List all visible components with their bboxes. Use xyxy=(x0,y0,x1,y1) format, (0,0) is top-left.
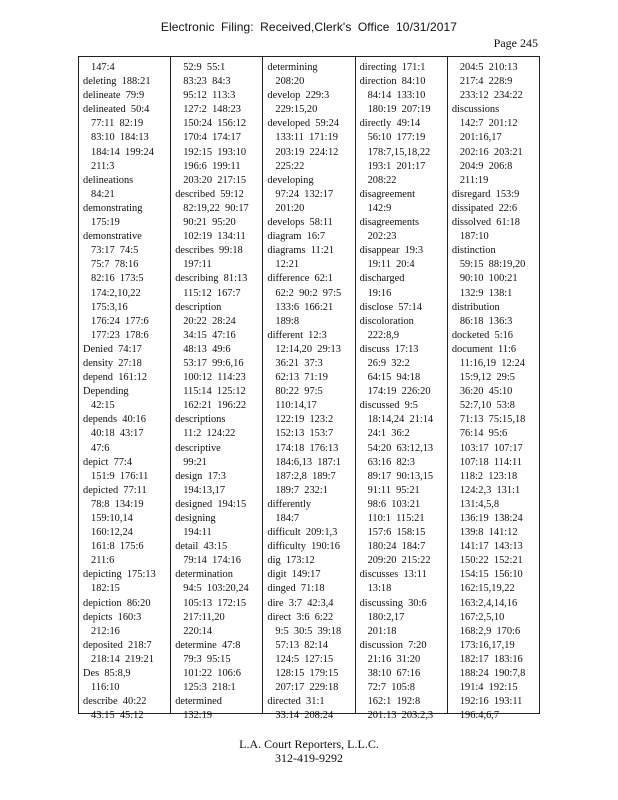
index-page-references: 76:14 95:6 xyxy=(459,428,508,440)
index-page-references: 167:2,5,10 xyxy=(459,611,505,623)
index-page-references: 118:2 123:18 xyxy=(459,470,518,482)
index-entry: Depending xyxy=(83,386,129,398)
index-page-references: 91:11 95:21 xyxy=(367,484,420,496)
index-page-references: 86:18 136:3 xyxy=(459,315,513,327)
index-page-references: 178:7,15,18,22 xyxy=(367,146,431,158)
index-entry: difference 62:1 xyxy=(267,273,333,285)
index-page-references: 157:6 158:15 xyxy=(367,527,426,539)
index-page-references: 177:23 178:6 xyxy=(91,329,149,341)
index-page-references: 180:19 207:19 xyxy=(367,104,431,116)
index-page-references: 211:19 xyxy=(459,174,489,186)
index-page-references: 175:19 xyxy=(91,217,120,229)
index-page-references: 72:7 105:8 xyxy=(367,682,415,694)
index-entry: diagrams 11:21 xyxy=(267,245,334,257)
index-entry: delineations xyxy=(83,174,134,186)
index-entry: density 27:18 xyxy=(83,357,142,369)
index-page-references: 233:12 234:22 xyxy=(459,90,523,102)
index-page-references: 42:15 xyxy=(91,400,115,412)
index-page-references: 194:11 xyxy=(183,527,212,539)
index-page-references: 180:24 184:7 xyxy=(367,541,426,553)
page-number: Page 245 xyxy=(493,36,538,50)
index-entry: discussed 9:5 xyxy=(359,400,418,412)
index-page-references: 184:6,13 187:1 xyxy=(275,456,341,468)
index-page-references: 222:8,9 xyxy=(367,329,400,341)
index-entry: develop 229:3 xyxy=(267,90,330,102)
index-page-references: 194:13,17 xyxy=(183,484,226,496)
index-page-references: 34:15 47:16 xyxy=(183,329,236,341)
index-entry: differently xyxy=(267,498,312,510)
index-entry: delineated 50:4 xyxy=(83,104,150,116)
index-page-references: 163:2,4,14,16 xyxy=(459,597,518,609)
index-page-references: 208:20 xyxy=(275,76,305,88)
index-entry: developed 59:24 xyxy=(267,118,339,130)
index-page-references: 125:3 218:1 xyxy=(183,682,236,694)
index-page-references: 13:18 xyxy=(367,583,392,595)
index-page-references: 73:17 74:5 xyxy=(91,245,139,257)
index-entry: developing xyxy=(267,174,314,186)
index-page-references: 64:15 94:18 xyxy=(367,372,421,384)
index-page-references: 20:22 28:24 xyxy=(183,315,236,327)
index-page-references: 182:15 xyxy=(91,583,120,595)
index-page-references: 83:10 184:13 xyxy=(91,132,149,144)
index-page-references: 116:10 xyxy=(91,682,120,694)
index-entry: detail 43:15 xyxy=(175,541,228,553)
index-page-references: 48:13 49:6 xyxy=(183,343,231,355)
index-page-references: 176:24 177:6 xyxy=(91,315,149,327)
index-entry: deleting 188:21 xyxy=(83,76,151,88)
index-page-references: 182:17 183:16 xyxy=(459,653,523,665)
index-page-references: 133:6 166:21 xyxy=(275,301,334,313)
index-page-references: 89:17 90:13,15 xyxy=(367,470,434,482)
index-page-references: 9:5 30:5 39:18 xyxy=(275,625,342,637)
index-page-references: 71:13 75:15,18 xyxy=(459,414,526,426)
index-page-references: 204:9 206:8 xyxy=(459,160,513,172)
index-page-references: 201:18 xyxy=(367,625,397,637)
index-entry: docketed 5:16 xyxy=(451,329,513,341)
index-column-3 xyxy=(263,57,355,722)
index-page-references: 192:15 193:10 xyxy=(183,146,247,158)
index-page-references: 150:24 156:12 xyxy=(183,118,247,130)
index-page-references: 47:6 xyxy=(91,442,110,454)
index-entry: disagreements xyxy=(359,217,420,229)
index-page-references: 196:6 199:11 xyxy=(183,160,241,172)
index-page-references: 80:22 97:5 xyxy=(275,386,323,398)
index-entry: different 12:3 xyxy=(267,329,327,341)
index-page-references: 208:22 xyxy=(367,174,397,186)
index-page-references: 218:14 219:21 xyxy=(91,653,154,665)
index-page-references: 188:24 190:7,8 xyxy=(459,668,526,680)
index-page-references: 147:4 xyxy=(91,62,115,73)
index-page-references: 21:16 31:20 xyxy=(367,653,421,665)
index-page-references: 141:17 143:13 xyxy=(459,541,523,553)
index-page-references: 132:9 138:1 xyxy=(459,287,513,299)
index-page-references: 90:21 95:20 xyxy=(183,217,236,229)
index-page-references: 209:20 215:22 xyxy=(367,555,431,567)
index-page-references: 187:2,8 189:7 xyxy=(275,470,336,482)
index-page-references: 151:9 176:11 xyxy=(91,470,149,482)
index-page-references: 102:19 134:11 xyxy=(183,231,246,243)
index-page-references: 122:19 123:2 xyxy=(275,414,334,426)
index-page-references: 207:17 229:18 xyxy=(275,682,339,694)
index-entry: Denied 74:17 xyxy=(83,343,142,355)
index-page-references: 52:7,10 53:8 xyxy=(459,400,515,412)
index-page-references: 211:6 xyxy=(91,555,115,567)
index-page-references: 162:21 196:22 xyxy=(183,400,247,412)
index-entry: disagreement xyxy=(359,188,416,200)
index-page-references: 197:11 xyxy=(183,259,212,271)
index-page-references: 62:13 71:19 xyxy=(275,372,328,384)
index-entry: depend 161:12 xyxy=(83,372,148,384)
index-page-references: 103:17 107:17 xyxy=(459,442,523,454)
index-page-references: 52:9 55:1 xyxy=(183,62,226,73)
index-entry: dire 3:7 42:3,4 xyxy=(267,597,334,609)
index-entry: dissolved 61:18 xyxy=(451,217,520,229)
index-column-1 xyxy=(79,57,171,722)
index-entry: dinged 71:18 xyxy=(267,583,325,595)
index-entry: delineate 79:9 xyxy=(83,90,145,102)
index-page-references: 77:11 82:19 xyxy=(91,118,144,130)
index-entry: difficulty 190:16 xyxy=(267,541,340,553)
index-page-references: 128:15 179:15 xyxy=(275,668,339,680)
index-entry: distribution xyxy=(451,301,500,313)
index-entry: describing 81:13 xyxy=(175,273,248,285)
index-entry: descriptive xyxy=(175,442,221,454)
index-page-references: 184:14 199:24 xyxy=(91,146,154,158)
index-page-references: 18:14,24 21:14 xyxy=(367,414,434,426)
index-entry: directing 171:1 xyxy=(359,62,426,73)
index-entry: description xyxy=(175,301,222,313)
index-page-references: 202:16 203:21 xyxy=(459,146,523,158)
index-entry: disregard 153:9 xyxy=(451,188,520,200)
index-page-references: 201:13 203:2,3 xyxy=(367,710,434,722)
index-entry: dig 173:12 xyxy=(267,555,315,567)
index-page-references: 142:7 201:12 xyxy=(459,118,518,130)
index-page-references: 105:13 172:15 xyxy=(183,597,247,609)
index-page-references: 94:5 103:20,24 xyxy=(183,583,249,595)
index-entry: descriptions xyxy=(175,414,226,426)
index-page-references: 95:12 113:3 xyxy=(183,90,236,102)
index-page-references: 203:19 224:12 xyxy=(275,146,339,158)
index-entry: direct 3:6 6:22 xyxy=(267,611,334,623)
index-page-references: 203:20 217:15 xyxy=(183,174,247,186)
index-page-references: 36:21 37:3 xyxy=(275,357,323,369)
index-page-references: 107:18 114:11 xyxy=(459,456,522,468)
index-entry: diagram 16:7 xyxy=(267,231,326,243)
index-entry: described 59:12 xyxy=(175,188,244,200)
index-page-references: 40:18 43:17 xyxy=(91,428,144,440)
index-page-references: 19:16 xyxy=(367,287,392,299)
index-entry: discharged xyxy=(359,273,405,285)
court-reporter-phone: 312-419-9292 xyxy=(275,751,343,765)
index-entry: discusses 13:11 xyxy=(359,569,427,581)
index-page-references: 139:8 141:12 xyxy=(459,527,518,539)
index-page-references: 53:17 99:6,16 xyxy=(183,357,244,369)
index-entry: demonstrative xyxy=(83,231,142,243)
index-page-references: 54:20 63:12,13 xyxy=(367,442,434,454)
index-page-references: 201:16,17 xyxy=(459,132,502,144)
index-page-references: 170:4 174:17 xyxy=(183,132,241,144)
index-column-2 xyxy=(171,57,263,722)
index-page-references: 79:3 95:15 xyxy=(183,653,231,665)
index-page-references: 150:22 152:21 xyxy=(459,555,523,567)
index-column-4 xyxy=(356,57,448,722)
index-page-references: 132:19 xyxy=(183,710,213,722)
index-entry: disappear 19:3 xyxy=(359,245,424,257)
index-page-references: 124:2,3 131:1 xyxy=(459,484,521,496)
index-page-references: 229:15,20 xyxy=(275,104,318,116)
index-page-references: 82:16 173:5 xyxy=(91,273,144,285)
index-page-references: 82:19,22 90:17 xyxy=(183,202,249,214)
index-entry: document 11:6 xyxy=(451,343,517,355)
index-entry: discoloration xyxy=(359,315,414,327)
index-page-references: 11:16,19 12:24 xyxy=(459,357,525,369)
index-page-references: 204:5 210:13 xyxy=(459,62,518,73)
index-entry: directed 31:1 xyxy=(267,696,325,708)
index-page-references: 115:12 167:7 xyxy=(183,287,241,299)
index-page-references: 33:14 208:24 xyxy=(275,710,334,722)
index-page-references: 101:22 106:6 xyxy=(183,668,241,680)
index-page-references: 83:23 84:3 xyxy=(183,76,231,88)
index-page-references: 225:22 xyxy=(275,160,305,172)
court-reporter-name: L.A. Court Reporters, L.L.C. xyxy=(239,737,379,751)
index-entry: discussing 30:6 xyxy=(359,597,427,609)
index-entry: determination xyxy=(175,569,233,581)
index-page-references: 26:9 32:2 xyxy=(367,357,410,369)
index-entry: describes 99:18 xyxy=(175,245,243,257)
index-page-references: 174:18 176:13 xyxy=(275,442,339,454)
index-page-references: 154:15 156:10 xyxy=(459,569,523,581)
index-page-references: 84:14 133:10 xyxy=(367,90,426,102)
index-page-references: 220:14 xyxy=(183,625,213,637)
index-page-references: 187:10 xyxy=(459,231,489,243)
index-page-references: 12:21 xyxy=(275,259,300,271)
index-entry: discussions xyxy=(451,104,500,116)
index-page-references: 12:14,20 29:13 xyxy=(275,343,341,355)
index-page-references: 15:9,12 29:5 xyxy=(459,372,515,384)
index-entry: distinction xyxy=(451,245,496,257)
index-page-references: 110:1 115:21 xyxy=(367,513,425,524)
index-page-references: 84:21 xyxy=(91,188,115,200)
index-entry: disclose 57:14 xyxy=(359,301,422,313)
index-page-references: 189:7 232:1 xyxy=(275,484,328,496)
index-entry: depiction 86:20 xyxy=(83,597,151,609)
index-page-references: 97:24 132:17 xyxy=(275,188,334,200)
index-page-references: 115:14 125:12 xyxy=(183,386,246,398)
index-entry: discuss 17:13 xyxy=(359,343,419,355)
index-page-references: 63:16 82:3 xyxy=(367,456,415,468)
index-page-references: 59:15 88:19,20 xyxy=(459,259,526,271)
filing-stamp-header: Electronic Filing: Received,Clerk's Office 10/31/2017 xyxy=(160,20,458,34)
index-page-references: 133:11 171:19 xyxy=(275,132,338,144)
index-entry: depicting 175:13 xyxy=(83,569,156,581)
index-page-references: 217:11,20 xyxy=(183,611,225,623)
index-entry: Des 85:8,9 xyxy=(83,668,131,680)
index-entry: designing xyxy=(175,513,216,524)
index-page-references: 98:6 103:21 xyxy=(367,498,421,510)
index-entry: designed 194:15 xyxy=(175,498,247,510)
index-page-references: 180:2,17 xyxy=(367,611,405,623)
index-page-references: 159:10,14 xyxy=(91,513,133,524)
index-page-references: 110:14,17 xyxy=(275,400,317,412)
index-page-references: 36:20 45:10 xyxy=(459,386,513,398)
index-entry: determined xyxy=(175,696,222,708)
index-page-references: 174:19 226:20 xyxy=(367,386,431,398)
index-page-references: 62:2 90:2 97:5 xyxy=(275,287,342,299)
index-page-references: 212:16 xyxy=(91,625,120,637)
index-entry: deposited 218:7 xyxy=(83,639,152,651)
index-entry: describe 40:22 xyxy=(83,696,147,708)
index-page-references: 56:10 177:19 xyxy=(367,132,426,144)
index-page-references: 162:15,19,22 xyxy=(459,583,515,595)
index-entry: design 17:3 xyxy=(175,470,226,482)
index-page-references: 79:14 174:16 xyxy=(183,555,241,567)
index-entry: develops 58:11 xyxy=(267,217,333,229)
index-page-references: 24:1 36:2 xyxy=(367,428,410,440)
index-page-references: 100:12 114:23 xyxy=(183,372,246,384)
index-page-references: 202:23 xyxy=(367,231,397,243)
index-entry: depends 40:16 xyxy=(83,414,146,426)
index-page-references: 152:13 153:7 xyxy=(275,428,334,440)
index-page-references: 201:20 xyxy=(275,202,305,214)
index-entry: digit 149:17 xyxy=(267,569,321,581)
index-page-references: 127:2 148:23 xyxy=(183,104,241,116)
index-page-references: 142:9 xyxy=(367,202,392,214)
index-page-references: 189:8 xyxy=(275,315,300,327)
index-page-references: 175:3,16 xyxy=(91,301,128,313)
index-page-references: 78:8 134:19 xyxy=(91,498,144,510)
index-page-references: 191:4 192:15 xyxy=(459,682,518,694)
index-page-references: 19:11 20:4 xyxy=(367,259,415,271)
index-entry: depicted 77:11 xyxy=(83,484,147,496)
index-page-references: 38:10 67:16 xyxy=(367,668,421,680)
index-page-references: 193:1 201:17 xyxy=(367,160,426,172)
index-page-references: 211:3 xyxy=(91,160,115,172)
index-page-references: 196:4,6,7 xyxy=(459,710,500,722)
index-entry: depict 77:4 xyxy=(83,456,133,468)
index-page-references: 11:2 124:22 xyxy=(183,428,236,440)
index-page-references: 99:21 xyxy=(183,456,207,468)
index-page-references: 136:19 138:24 xyxy=(459,513,523,524)
index-entry: direction 84:10 xyxy=(359,76,426,88)
index-page-references: 162:1 192:8 xyxy=(367,696,421,708)
index-page-references: 75:7 78:16 xyxy=(91,259,139,271)
index-page-references: 124:5 127:15 xyxy=(275,653,334,665)
index-column-5 xyxy=(448,57,539,722)
index-entry: dissipated 22:6 xyxy=(451,202,518,214)
index-entry: discussion 7:20 xyxy=(359,639,427,651)
index-page-references: 160:12,24 xyxy=(91,527,133,539)
index-entry: determine 47:8 xyxy=(175,639,241,651)
index-entry: directly 49:14 xyxy=(359,118,421,130)
word-index-table xyxy=(78,56,540,722)
index-page-references: 90:10 100:21 xyxy=(459,273,518,285)
index-entry: determining xyxy=(267,62,318,73)
index-page-references: 43:15 45:12 xyxy=(91,710,144,722)
index-page-references: 217:4 228:9 xyxy=(459,76,513,88)
index-entry: depicts 160:3 xyxy=(83,611,142,623)
index-entry: demonstrating xyxy=(83,202,143,214)
index-page-references: 184:7 xyxy=(275,513,300,524)
index-page-references: 57:13 82:14 xyxy=(275,639,328,651)
index-entry: difficult 209:1,3 xyxy=(267,527,338,539)
index-page-references: 168:2,9 170:6 xyxy=(459,625,521,637)
index-page-references: 192:16 193:11 xyxy=(459,696,523,708)
index-page-references: 173:16,17,19 xyxy=(459,639,515,651)
index-page-references: 174:2,10,22 xyxy=(91,287,141,299)
index-page-references: 161:8 175:6 xyxy=(91,541,144,553)
index-page-references: 131:4,5,8 xyxy=(459,498,500,510)
